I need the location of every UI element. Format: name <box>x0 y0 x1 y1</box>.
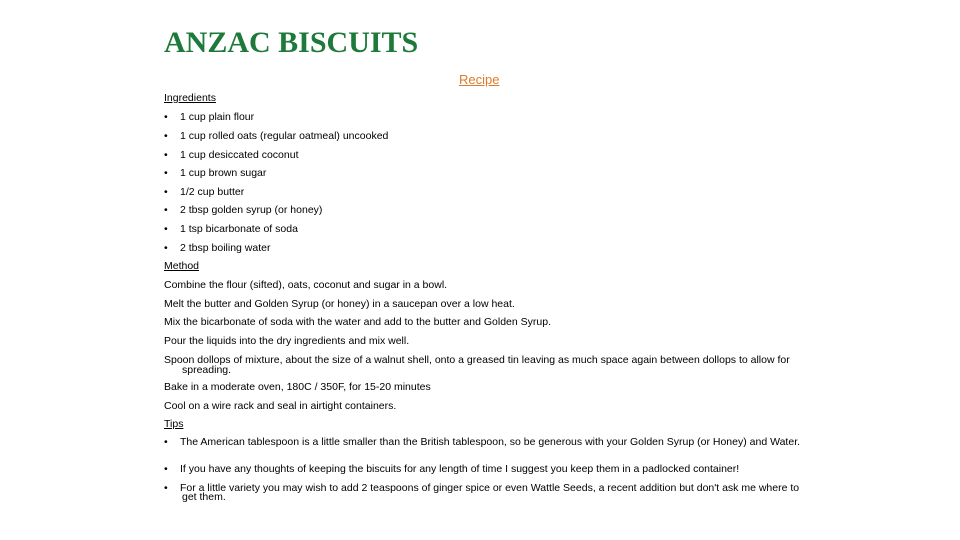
bullet-icon: • <box>164 463 168 475</box>
bullet-icon: • <box>164 482 168 494</box>
ingredient-text: 1/2 cup butter <box>180 186 245 198</box>
page-title: ANZAC BISCUITS <box>164 26 419 59</box>
bullet-icon: • <box>164 111 168 123</box>
ingredient-text: 1 tsp bicarbonate of soda <box>180 223 298 235</box>
method-heading: Method <box>164 260 200 272</box>
method-step: Mix the bicarbonate of soda with the water and add to the butter and Golden Syrup. <box>164 316 551 328</box>
bullet-icon: • <box>164 204 168 216</box>
bullet-icon: • <box>164 149 168 161</box>
ingredient-text: 1 cup plain flour <box>180 111 255 123</box>
ingredient-text: 1 cup rolled oats (regular oatmeal) uncooked <box>180 130 389 142</box>
method-step: Spoon dollops of mixture, about the size of a walnut shell, onto a greased tin leaving as much space again between dollops to allow for spreading. <box>164 354 790 376</box>
method-step: Bake in a moderate oven, 180C / 350F, for 15-20 minutes <box>164 381 431 393</box>
ingredient-text: 2 tbsp golden syrup (or honey) <box>180 204 323 216</box>
ingredient-text: 1 cup brown sugar <box>180 167 267 179</box>
bullet-icon: • <box>164 186 168 198</box>
bullet-icon: • <box>164 130 168 142</box>
ingredient-text: 1 cup desiccated coconut <box>180 149 299 161</box>
tip-item <box>164 438 804 447</box>
bullet-icon: • <box>164 242 168 254</box>
method-step: Cool on a wire rack and seal in airtight containers. <box>164 400 397 412</box>
tip-item <box>164 465 804 474</box>
recipe-link[interactable]: Recipe <box>459 72 500 87</box>
bullet-icon: • <box>164 167 168 179</box>
method-step: Pour the liquids into the dry ingredients and mix well. <box>164 335 410 347</box>
tip-text: For a little variety you may wish to add 2 teaspoons of ginger spice or even Wattle Seeds, a recent addition but don't ask me where to get them. <box>180 482 800 503</box>
tips-heading: Tips <box>164 418 184 430</box>
method-step: Melt the butter and Golden Syrup (or honey) in a saucepan over a low heat. <box>164 298 515 310</box>
bullet-icon: • <box>164 436 168 448</box>
tip-text: The American tablespoon is a little smaller than the British tablespoon, so be generous with your Golden Syrup (or Honey) and Water. <box>180 436 801 448</box>
method-step: Combine the flour (sifted), oats, coconut and sugar in a bowl. <box>164 279 448 291</box>
bullet-icon: • <box>164 223 168 235</box>
ingredient-text: 2 tbsp boiling water <box>180 242 271 254</box>
tip-item <box>164 484 804 502</box>
tip-text: If you have any thoughts of keeping the biscuits for any length of time I suggest you keep them in a padlocked container! <box>180 463 740 475</box>
ingredients-heading: Ingredients <box>164 92 216 104</box>
